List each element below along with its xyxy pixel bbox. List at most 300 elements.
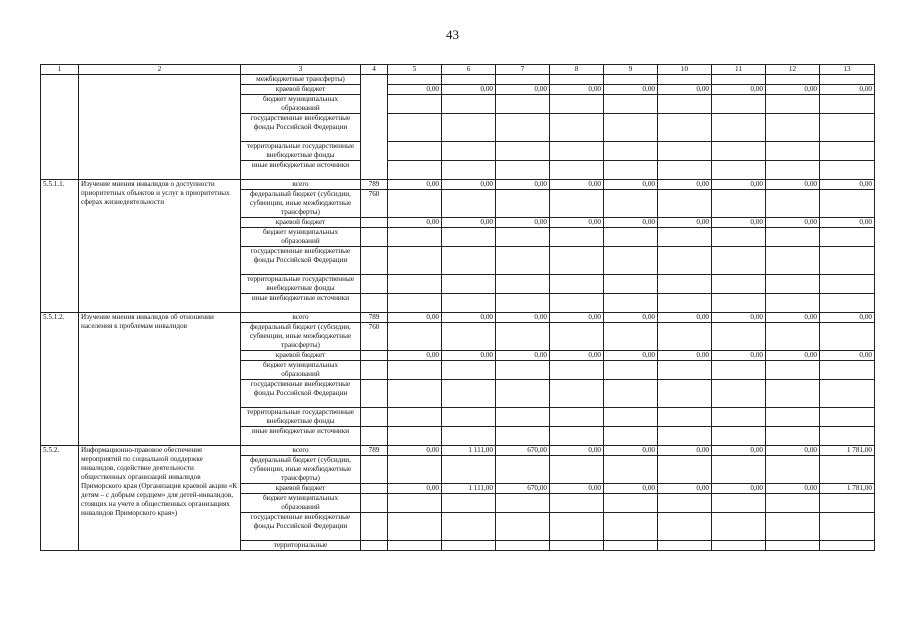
amount-cell xyxy=(388,494,442,513)
amount-cell xyxy=(820,494,875,513)
amount-cell xyxy=(496,95,550,114)
amount-cell xyxy=(712,190,766,218)
amount-cell xyxy=(604,294,658,313)
amount-cell xyxy=(496,247,550,275)
amount-cell: 0,00 xyxy=(550,218,604,228)
amount-cell: 670,00 xyxy=(496,484,550,494)
amount-cell: 0,00 xyxy=(604,85,658,95)
amount-cell xyxy=(496,408,550,427)
amount-cell xyxy=(712,228,766,247)
amount-cell xyxy=(496,380,550,408)
amount-cell xyxy=(496,161,550,180)
amount-cell: 0,00 xyxy=(442,313,496,323)
amount-cell: 0,00 xyxy=(496,180,550,190)
amount-cell xyxy=(820,361,875,380)
amount-cell xyxy=(766,456,820,484)
section-title xyxy=(79,75,241,180)
funding-source-label: бюджет муниципальных образований xyxy=(241,95,361,114)
budget-code xyxy=(361,351,388,361)
amount-cell xyxy=(820,513,875,541)
amount-cell xyxy=(550,380,604,408)
amount-cell xyxy=(388,95,442,114)
amount-cell xyxy=(604,275,658,294)
budget-code xyxy=(361,275,388,294)
amount-cell xyxy=(658,456,712,484)
amount-cell xyxy=(496,75,550,85)
amount-cell: 0,00 xyxy=(712,313,766,323)
amount-cell xyxy=(658,380,712,408)
budget-code xyxy=(361,541,388,551)
amount-cell xyxy=(442,513,496,541)
amount-cell xyxy=(550,142,604,161)
funding-source-label: иные внебюджетные источники xyxy=(241,161,361,180)
amount-cell xyxy=(496,142,550,161)
amount-cell xyxy=(712,361,766,380)
amount-cell xyxy=(712,456,766,484)
amount-cell xyxy=(388,247,442,275)
amount-cell xyxy=(766,247,820,275)
amount-cell xyxy=(388,408,442,427)
amount-cell xyxy=(658,247,712,275)
amount-cell xyxy=(388,114,442,142)
amount-cell xyxy=(820,190,875,218)
amount-cell xyxy=(820,95,875,114)
amount-cell: 0,00 xyxy=(604,351,658,361)
section-title: Изучение мнения инвалидов об отношении населения к проблемам инвалидов xyxy=(79,313,241,446)
amount-cell: 0,00 xyxy=(604,180,658,190)
amount-cell xyxy=(766,494,820,513)
amount-cell: 0,00 xyxy=(658,180,712,190)
amount-cell xyxy=(442,427,496,446)
amount-cell: 0,00 xyxy=(550,351,604,361)
funding-source-label: краевой бюджет xyxy=(241,484,361,494)
section-title: Изучение мнения инвалидов о доступности приоритетных объектов и услуг в приоритетных сферах жизнедеятельности xyxy=(79,180,241,313)
budget-code xyxy=(361,294,388,313)
budget-code xyxy=(361,494,388,513)
amount-cell xyxy=(442,95,496,114)
column-header-6: 6 xyxy=(442,65,496,75)
amount-cell: 0,00 xyxy=(766,484,820,494)
table-row xyxy=(41,446,875,456)
table-row xyxy=(41,313,875,323)
amount-cell xyxy=(604,161,658,180)
budget-code xyxy=(361,247,388,275)
amount-cell xyxy=(442,408,496,427)
funding-source-label: бюджет муниципальных образований xyxy=(241,494,361,513)
amount-cell xyxy=(712,513,766,541)
amount-cell xyxy=(604,95,658,114)
budget-code xyxy=(361,361,388,380)
funding-source-label: иные внебюджетные источники xyxy=(241,427,361,446)
amount-cell xyxy=(658,228,712,247)
funding-source-label: государственные внебюджетные фонды Российской Федерации xyxy=(241,380,361,408)
amount-cell: 0,00 xyxy=(658,484,712,494)
amount-cell xyxy=(550,494,604,513)
amount-cell xyxy=(658,323,712,351)
amount-cell xyxy=(766,323,820,351)
amount-cell xyxy=(550,294,604,313)
amount-cell: 1 781,00 xyxy=(820,484,875,494)
amount-cell xyxy=(550,323,604,351)
amount-cell xyxy=(766,408,820,427)
funding-source-label: краевой бюджет xyxy=(241,85,361,95)
section-number: 5.5.2. xyxy=(41,446,79,551)
amount-cell xyxy=(820,456,875,484)
column-header-9: 9 xyxy=(604,65,658,75)
amount-cell: 0,00 xyxy=(658,313,712,323)
budget-code xyxy=(361,484,388,494)
amount-cell xyxy=(766,513,820,541)
funding-source-label: территориальные государственные внебюджетные фонды xyxy=(241,275,361,294)
amount-cell xyxy=(550,408,604,427)
amount-cell: 0,00 xyxy=(712,218,766,228)
amount-cell xyxy=(550,275,604,294)
amount-cell xyxy=(496,190,550,218)
funding-source-label: краевой бюджет xyxy=(241,351,361,361)
column-header-5: 5 xyxy=(388,65,442,75)
amount-cell xyxy=(442,456,496,484)
amount-cell: 0,00 xyxy=(550,180,604,190)
amount-cell xyxy=(658,361,712,380)
amount-cell xyxy=(658,142,712,161)
amount-cell: 0,00 xyxy=(658,85,712,95)
amount-cell xyxy=(388,228,442,247)
amount-cell: 1 111,00 xyxy=(442,446,496,456)
amount-cell: 0,00 xyxy=(496,313,550,323)
amount-cell: 0,00 xyxy=(550,85,604,95)
amount-cell xyxy=(766,75,820,85)
amount-cell xyxy=(658,161,712,180)
amount-cell xyxy=(442,161,496,180)
amount-cell xyxy=(442,75,496,85)
amount-cell xyxy=(496,361,550,380)
budget-table xyxy=(40,64,875,551)
amount-cell xyxy=(550,541,604,551)
amount-cell xyxy=(604,75,658,85)
column-header-13: 13 xyxy=(820,65,875,75)
amount-cell: 0,00 xyxy=(658,351,712,361)
amount-cell: 0,00 xyxy=(388,85,442,95)
amount-cell xyxy=(712,247,766,275)
amount-cell xyxy=(550,361,604,380)
amount-cell: 0,00 xyxy=(766,446,820,456)
funding-source-label: территориальные государственные внебюджетные фонды xyxy=(241,142,361,161)
amount-cell xyxy=(766,228,820,247)
budget-code xyxy=(361,456,388,484)
amount-cell xyxy=(712,114,766,142)
column-header-7: 7 xyxy=(496,65,550,75)
amount-cell xyxy=(712,161,766,180)
amount-cell: 0,00 xyxy=(766,180,820,190)
amount-cell xyxy=(820,380,875,408)
funding-source-label: бюджет муниципальных образований xyxy=(241,361,361,380)
column-header-10: 10 xyxy=(658,65,712,75)
table-row xyxy=(41,75,875,85)
amount-cell xyxy=(712,494,766,513)
amount-cell: 0,00 xyxy=(712,85,766,95)
amount-cell xyxy=(388,380,442,408)
amount-cell: 0,00 xyxy=(820,180,875,190)
funding-source-label: всего xyxy=(241,180,361,190)
amount-cell xyxy=(442,294,496,313)
amount-cell xyxy=(442,361,496,380)
amount-cell: 0,00 xyxy=(658,446,712,456)
amount-cell: 0,00 xyxy=(604,218,658,228)
column-header-2: 2 xyxy=(79,65,241,75)
amount-cell xyxy=(388,541,442,551)
column-header-3: 3 xyxy=(241,65,361,75)
amount-cell: 0,00 xyxy=(496,351,550,361)
amount-cell xyxy=(442,247,496,275)
amount-cell xyxy=(712,408,766,427)
amount-cell xyxy=(388,323,442,351)
amount-cell xyxy=(766,142,820,161)
amount-cell xyxy=(604,380,658,408)
amount-cell xyxy=(388,75,442,85)
amount-cell xyxy=(496,294,550,313)
amount-cell xyxy=(820,541,875,551)
amount-cell xyxy=(388,513,442,541)
amount-cell xyxy=(766,275,820,294)
amount-cell xyxy=(388,161,442,180)
amount-cell xyxy=(496,513,550,541)
amount-cell xyxy=(766,380,820,408)
funding-source-label: федеральный бюджет (субсидии, субвенции, иные межбюджетные трансферты) xyxy=(241,323,361,351)
amount-cell xyxy=(388,361,442,380)
amount-cell xyxy=(496,427,550,446)
amount-cell xyxy=(658,408,712,427)
column-header-1: 1 xyxy=(41,65,79,75)
amount-cell xyxy=(712,323,766,351)
amount-cell xyxy=(766,114,820,142)
section-number: 5.5.1.2. xyxy=(41,313,79,446)
amount-cell xyxy=(712,75,766,85)
amount-cell xyxy=(388,275,442,294)
amount-cell xyxy=(550,114,604,142)
amount-cell: 0,00 xyxy=(820,313,875,323)
budget-code xyxy=(361,228,388,247)
amount-cell xyxy=(712,427,766,446)
amount-cell xyxy=(550,427,604,446)
funding-source-label: территориальные государственные внебюджетные фонды xyxy=(241,408,361,427)
budget-code xyxy=(361,380,388,408)
amount-cell xyxy=(604,247,658,275)
amount-cell xyxy=(550,161,604,180)
amount-cell xyxy=(388,294,442,313)
amount-cell: 0,00 xyxy=(442,180,496,190)
amount-cell xyxy=(442,142,496,161)
amount-cell: 0,00 xyxy=(388,218,442,228)
amount-cell xyxy=(766,294,820,313)
amount-cell xyxy=(820,408,875,427)
amount-cell: 0,00 xyxy=(658,218,712,228)
budget-code xyxy=(361,427,388,446)
amount-cell: 0,00 xyxy=(550,446,604,456)
amount-cell xyxy=(712,275,766,294)
amount-cell: 0,00 xyxy=(442,351,496,361)
amount-cell xyxy=(550,190,604,218)
amount-cell xyxy=(604,361,658,380)
column-header-4: 4 xyxy=(361,65,388,75)
amount-cell xyxy=(604,427,658,446)
funding-source-label: бюджет муниципальных образований xyxy=(241,228,361,247)
amount-cell xyxy=(604,494,658,513)
funding-source-label: краевой бюджет xyxy=(241,218,361,228)
amount-cell xyxy=(712,294,766,313)
amount-cell: 0,00 xyxy=(604,446,658,456)
amount-cell xyxy=(388,427,442,446)
amount-cell xyxy=(550,513,604,541)
amount-cell xyxy=(712,142,766,161)
amount-cell xyxy=(712,541,766,551)
amount-cell xyxy=(712,380,766,408)
amount-cell xyxy=(442,323,496,351)
amount-cell xyxy=(604,142,658,161)
amount-cell xyxy=(388,190,442,218)
amount-cell xyxy=(550,95,604,114)
funding-source-label: государственные внебюджетные фонды Российской Федерации xyxy=(241,114,361,142)
amount-cell xyxy=(550,228,604,247)
amount-cell: 0,00 xyxy=(712,484,766,494)
amount-cell xyxy=(442,380,496,408)
amount-cell xyxy=(604,456,658,484)
amount-cell xyxy=(388,456,442,484)
amount-cell xyxy=(658,541,712,551)
amount-cell: 1 781,00 xyxy=(820,446,875,456)
budget-code xyxy=(361,218,388,228)
amount-cell xyxy=(658,275,712,294)
section-number: 5.5.1.1. xyxy=(41,180,79,313)
table-row xyxy=(41,180,875,190)
table-body xyxy=(41,75,875,551)
amount-cell: 0,00 xyxy=(712,351,766,361)
column-header-11: 11 xyxy=(712,65,766,75)
amount-cell xyxy=(550,456,604,484)
amount-cell xyxy=(820,294,875,313)
amount-cell: 0,00 xyxy=(496,85,550,95)
amount-cell: 0,00 xyxy=(496,218,550,228)
budget-code: 789 xyxy=(361,180,388,190)
amount-cell xyxy=(442,494,496,513)
amount-cell xyxy=(496,228,550,247)
amount-cell: 0,00 xyxy=(712,180,766,190)
amount-cell: 0,00 xyxy=(442,85,496,95)
amount-cell xyxy=(658,513,712,541)
amount-cell xyxy=(820,323,875,351)
amount-cell: 0,00 xyxy=(388,180,442,190)
amount-cell xyxy=(820,228,875,247)
amount-cell: 0,00 xyxy=(766,313,820,323)
budget-code xyxy=(361,75,388,180)
budget-code: 789 xyxy=(361,313,388,323)
budget-code xyxy=(361,513,388,541)
amount-cell: 0,00 xyxy=(766,85,820,95)
amount-cell xyxy=(496,494,550,513)
amount-cell xyxy=(496,541,550,551)
amount-cell xyxy=(766,95,820,114)
amount-cell xyxy=(496,456,550,484)
amount-cell xyxy=(388,142,442,161)
funding-source-label: всего xyxy=(241,446,361,456)
funding-source-label: федеральный бюджет (субсидии, субвенции, иные межбюджетные трансферты) xyxy=(241,190,361,218)
amount-cell xyxy=(658,190,712,218)
amount-cell xyxy=(658,427,712,446)
amount-cell xyxy=(658,114,712,142)
budget-code: 760 xyxy=(361,323,388,351)
amount-cell xyxy=(820,247,875,275)
funding-source-label: всего xyxy=(241,313,361,323)
amount-cell: 670,00 xyxy=(496,446,550,456)
section-title: Информационно-правовое обеспечение мероприятий по социальной поддержке инвалидов, содействие деятельности общественных организаций инвалидов Приморского края (Организация краевой акции «К детям – с добрым сердцем» для детей-инвалидов, стоящих на учете в общественных организациях инвалидов Приморского края») xyxy=(79,446,241,551)
amount-cell xyxy=(766,161,820,180)
amount-cell xyxy=(820,427,875,446)
amount-cell: 1 111,00 xyxy=(442,484,496,494)
amount-cell xyxy=(604,541,658,551)
amount-cell: 0,00 xyxy=(712,446,766,456)
amount-cell xyxy=(604,190,658,218)
amount-cell xyxy=(496,323,550,351)
amount-cell: 0,00 xyxy=(766,218,820,228)
amount-cell xyxy=(604,323,658,351)
amount-cell xyxy=(442,541,496,551)
amount-cell xyxy=(442,190,496,218)
amount-cell xyxy=(604,114,658,142)
amount-cell xyxy=(442,114,496,142)
amount-cell xyxy=(766,541,820,551)
amount-cell xyxy=(658,75,712,85)
amount-cell: 0,00 xyxy=(388,446,442,456)
amount-cell xyxy=(766,427,820,446)
amount-cell xyxy=(550,247,604,275)
amount-cell xyxy=(496,114,550,142)
amount-cell xyxy=(442,228,496,247)
amount-cell xyxy=(550,75,604,85)
amount-cell xyxy=(820,142,875,161)
amount-cell xyxy=(820,161,875,180)
amount-cell xyxy=(820,275,875,294)
amount-cell xyxy=(658,494,712,513)
column-header-12: 12 xyxy=(766,65,820,75)
amount-cell: 0,00 xyxy=(550,484,604,494)
funding-source-label: государственные внебюджетные фонды Российской Федерации xyxy=(241,247,361,275)
budget-code: 789 xyxy=(361,446,388,456)
amount-cell: 0,00 xyxy=(820,218,875,228)
amount-cell xyxy=(766,190,820,218)
budget-code: 760 xyxy=(361,190,388,218)
amount-cell: 0,00 xyxy=(604,484,658,494)
budget-code xyxy=(361,408,388,427)
amount-cell xyxy=(604,408,658,427)
column-header-8: 8 xyxy=(550,65,604,75)
funding-source-label: иные внебюджетные источники xyxy=(241,294,361,313)
amount-cell: 0,00 xyxy=(820,351,875,361)
amount-cell xyxy=(820,75,875,85)
amount-cell: 0,00 xyxy=(442,218,496,228)
amount-cell xyxy=(604,513,658,541)
amount-cell xyxy=(766,361,820,380)
funding-source-label: межбюджетные трансферты) xyxy=(241,75,361,85)
amount-cell xyxy=(712,95,766,114)
amount-cell xyxy=(658,294,712,313)
amount-cell: 0,00 xyxy=(604,313,658,323)
amount-cell xyxy=(820,114,875,142)
amount-cell xyxy=(604,228,658,247)
amount-cell: 0,00 xyxy=(388,313,442,323)
amount-cell: 0,00 xyxy=(820,85,875,95)
funding-source-label: государственные внебюджетные фонды Российской Федерации xyxy=(241,513,361,541)
funding-source-label: территориальные xyxy=(241,541,361,551)
page-number: 43 xyxy=(446,27,459,42)
